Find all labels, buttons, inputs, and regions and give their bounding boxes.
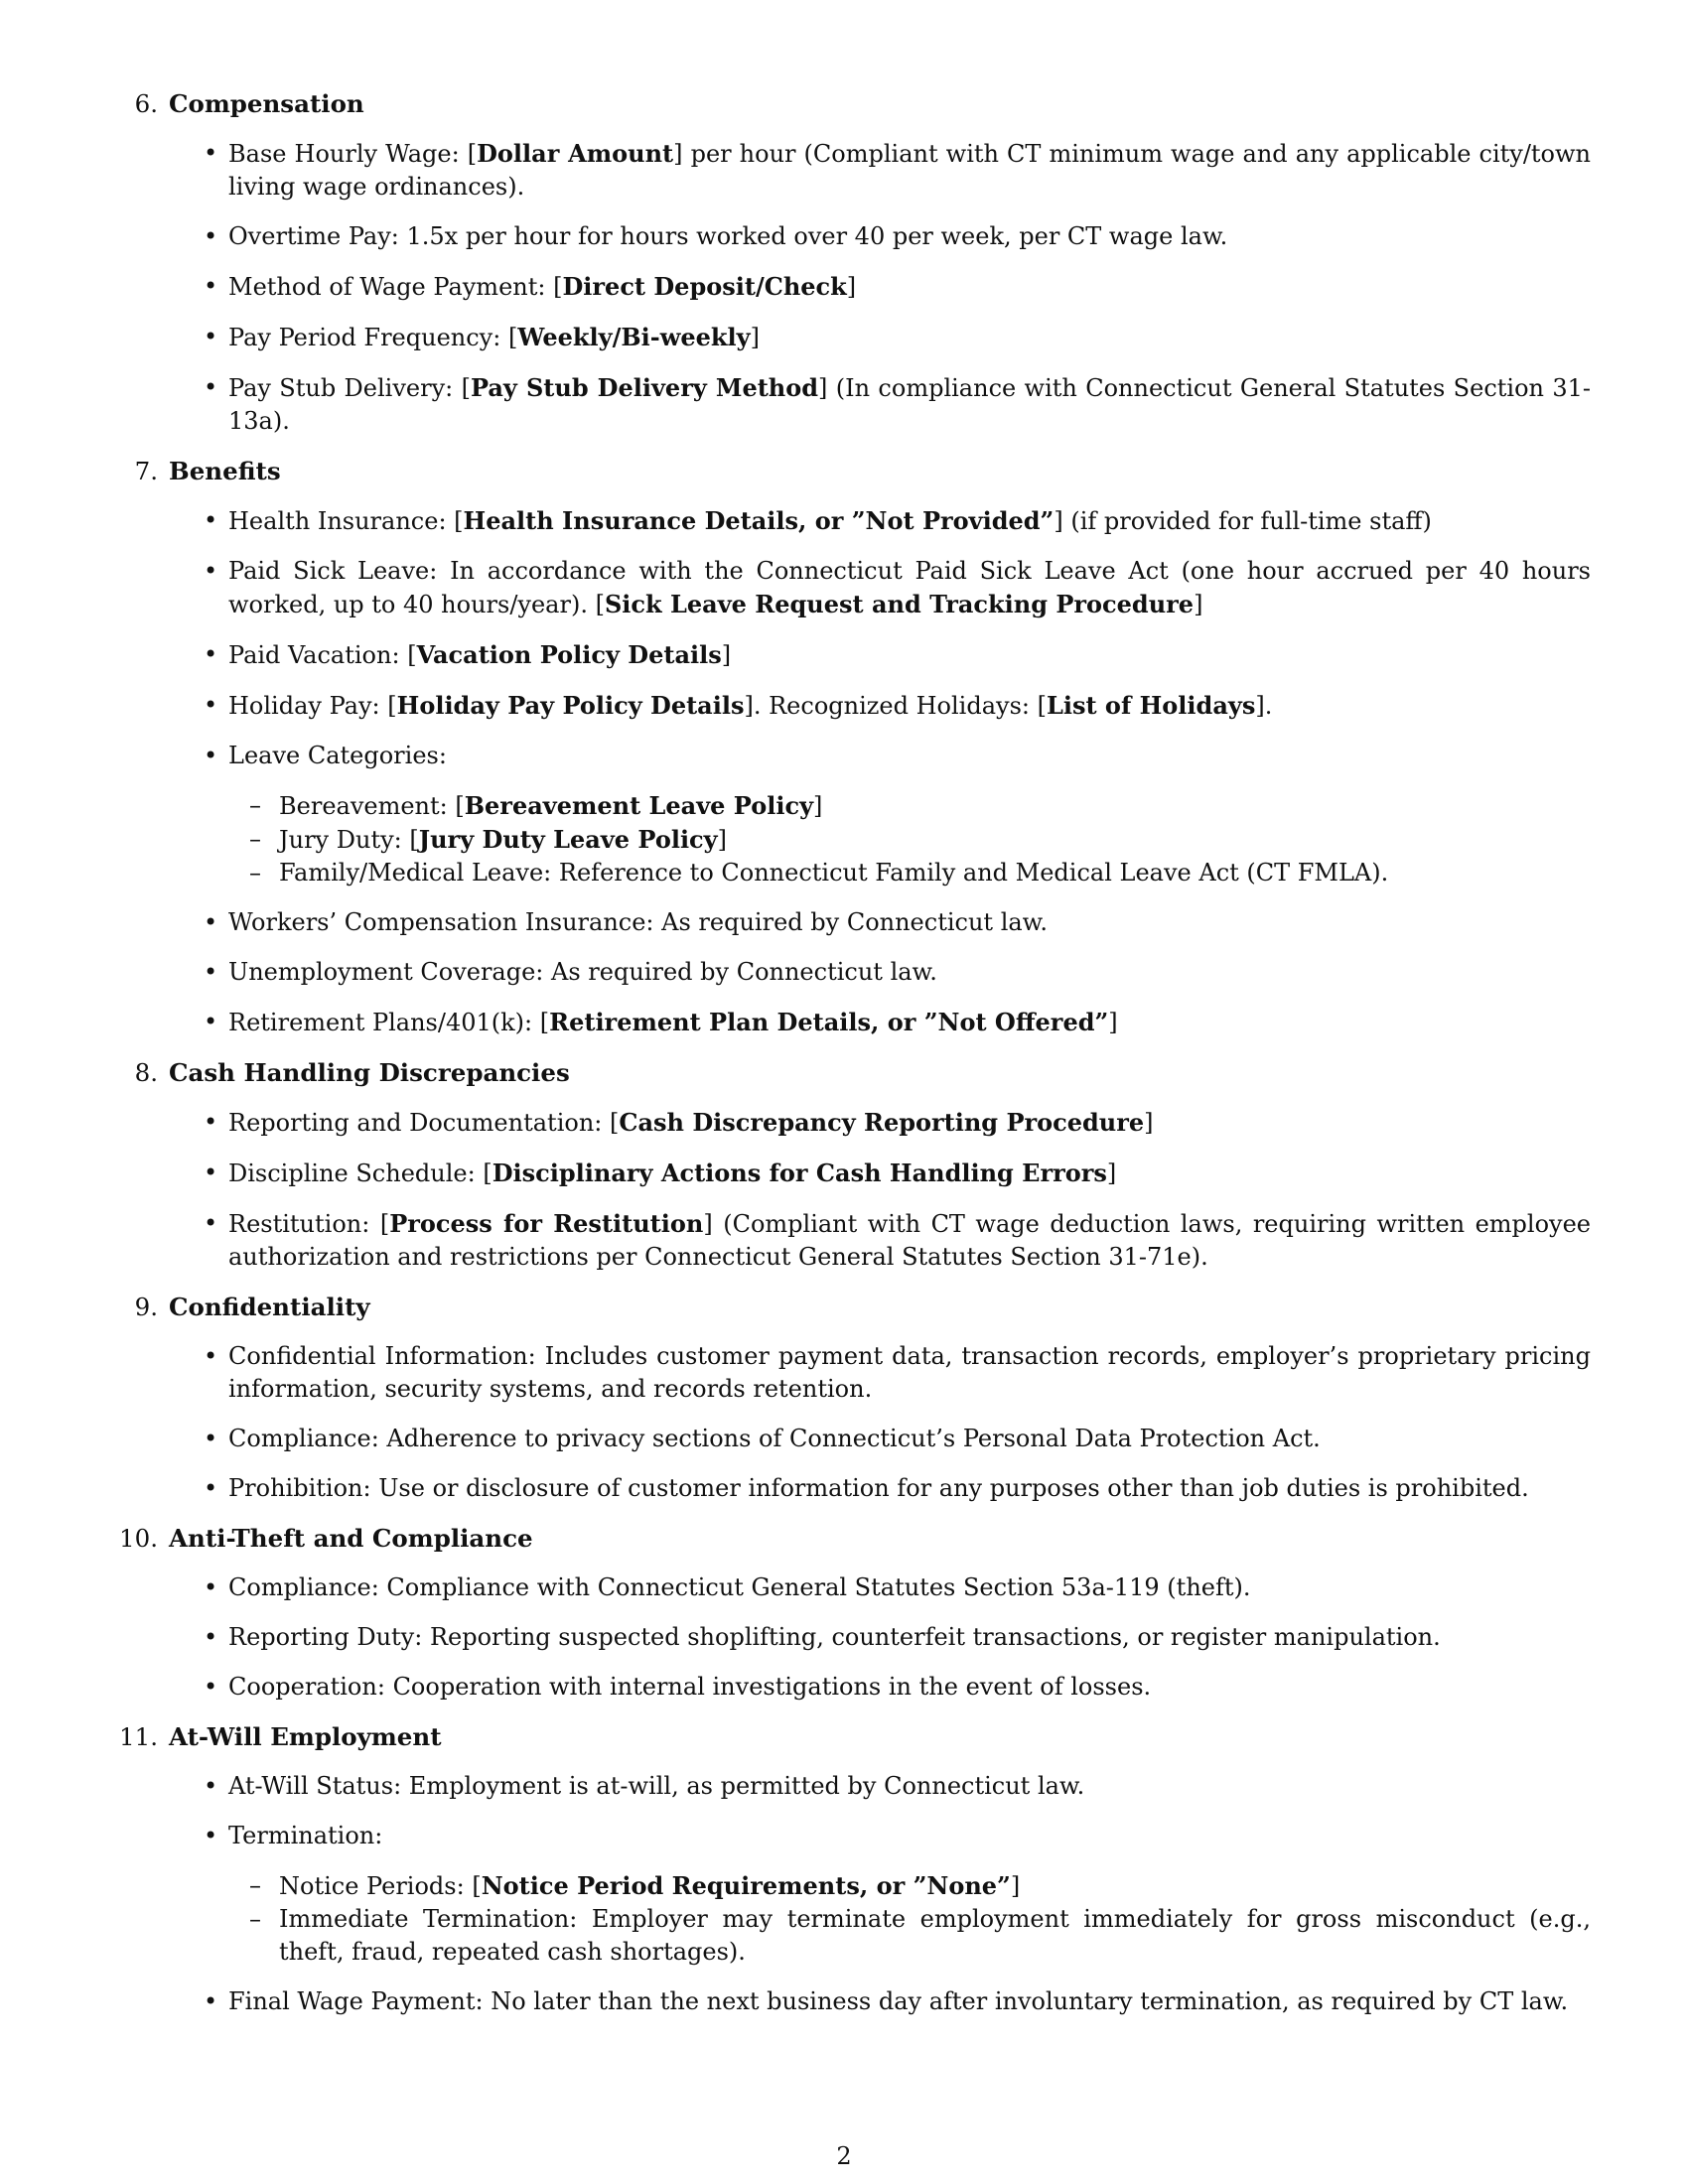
item-label: Discipline Schedule: [228, 1160, 476, 1187]
placeholder-field: Retirement Plan Details, or ”Not Offered” [549, 1008, 1109, 1036]
subitem-label: Family/Medical Leave: [279, 859, 552, 887]
section-number: 9. [134, 1293, 158, 1321]
placeholder-field: Holiday Pay Policy Details [396, 691, 745, 720]
item-label: Confidential Information: [228, 1342, 536, 1370]
bullet-list [0, 1106, 1591, 1274]
list-item [204, 1621, 1591, 1654]
subitem-label: Jury Duty: [279, 826, 402, 854]
dash-icon: – [249, 859, 261, 887]
section-heading [134, 1291, 1688, 1323]
dash-icon: – [249, 791, 261, 819]
item-label: Leave Categories: [228, 742, 447, 769]
dash-icon: – [249, 1905, 261, 1933]
bullet-list [0, 1571, 1591, 1704]
placeholder-field: Jury Duty Leave Policy [418, 825, 718, 854]
item-label: Restitution: [228, 1210, 370, 1238]
item-text: In accordance with the Connecticut Paid Sick Leave Act (one hour accrued per 40 hours worked, up to 40 hours/year). [228, 557, 1591, 618]
item-label: Final Wage Payment: [228, 1987, 484, 2015]
item-label: Reporting and Documentation: [228, 1109, 603, 1137]
bullet-icon: • [204, 139, 218, 167]
bullet-icon: • [204, 691, 218, 719]
placeholder-field: Process for Restitution [389, 1209, 704, 1238]
item-text: per hour (Compliant with CT minimum wage and any applicable city/town living wage ordinances). [228, 140, 1591, 201]
placeholder-field: Vacation Policy Details [416, 640, 722, 669]
list-item: • Pay Stub Delivery: [Pay Stub Delivery Method] (In compliance with Connecticut General Statutes Section 31-13a). [204, 373, 1591, 435]
section-7 [0, 455, 1688, 1039]
bullet-icon: • [204, 1209, 218, 1237]
list-item [204, 906, 1591, 939]
item-label: Paid Sick Leave: [228, 557, 438, 585]
bullet-list [0, 137, 1591, 438]
bullet-icon: • [204, 1159, 218, 1186]
section-6 [0, 87, 1688, 438]
item-text: Adherence to privacy sections of Connecticut’s Personal Data Protection Act. [386, 1425, 1321, 1452]
page-number: 2 [836, 2142, 852, 2170]
item-text: . [1264, 692, 1273, 720]
bullet-icon: • [204, 323, 218, 350]
section-heading [134, 87, 1688, 120]
section-title: Compensation [169, 89, 364, 118]
section-heading [134, 455, 1688, 487]
item-text: (In compliance with Connecticut General Statutes Section 31-13a). [228, 374, 1591, 435]
item-label: Prohibition: [228, 1474, 371, 1502]
bullet-icon: • [204, 506, 218, 534]
section-number: 7. [134, 457, 158, 485]
bullet-icon: • [204, 373, 218, 401]
item-label: Workers’ Compensation Insurance: [228, 908, 654, 936]
item-text: No later than the next business day after involuntary termination, as required by CT law. [491, 1987, 1569, 2015]
list-item [204, 956, 1591, 989]
item-label: Paid Vacation: [228, 641, 400, 669]
item-text: As required by Connecticut law. [661, 908, 1048, 936]
item-label: Pay Stub Delivery: [228, 374, 454, 402]
placeholder-field: Pay Stub Delivery Method [470, 373, 819, 402]
item-label: Compliance: [228, 1573, 379, 1601]
bullet-icon: • [204, 1987, 218, 2015]
bullet-icon: • [204, 1008, 218, 1035]
list-item [204, 740, 1591, 889]
placeholder-field: Dollar Amount [477, 139, 674, 168]
dash-icon: – [249, 1871, 261, 1899]
item-label: Health Insurance: [228, 507, 447, 535]
placeholder-field: Bereavement Leave Policy [464, 791, 814, 820]
item-text: Reporting suspected shoplifting, counterfeit transactions, or register manipulation. [429, 1623, 1441, 1651]
section-number: 8. [134, 1058, 158, 1087]
list-item: • Paid Sick Leave: In accordance with the Connecticut Paid Sick Leave Act (one hour accrued per 40 hours worked, up to 40 hours/year). [Sick Leave Request and Tracking Procedure] [204, 557, 1591, 618]
bullet-icon: • [204, 1573, 218, 1601]
section-title: Anti-Theft and Compliance [169, 1524, 533, 1553]
bullet-icon: • [204, 272, 218, 300]
list-item: • Paid Vacation: [Vacation Policy Details] [204, 640, 732, 669]
section-8 [0, 1056, 1688, 1274]
subitem-label: Notice Periods: [279, 1872, 465, 1900]
bullet-icon: • [204, 222, 218, 250]
bullet-icon: • [204, 1772, 218, 1800]
placeholder-field: Health Insurance Details, or ”Not Provided” [463, 506, 1055, 535]
sub-list [228, 1869, 1591, 1969]
bullet-list [0, 504, 1591, 1039]
list-item [204, 220, 1591, 253]
item-text: (Compliant with CT wage deduction laws, requiring written employee authorization and restrictions per Connecticut General Statutes Section 31-71e). [228, 1210, 1592, 1271]
section-number: 10. [119, 1524, 158, 1553]
placeholder-field: Sick Leave Request and Tracking Procedure [604, 590, 1195, 618]
list-item [204, 1985, 1591, 2018]
item-label: At-Will Status: [228, 1772, 402, 1800]
subitem-text: Employer may terminate employment immediately for gross misconduct (e.g., theft, fraud, repeated cash shortages). [279, 1905, 1591, 1966]
bullet-icon: • [204, 1108, 218, 1136]
placeholder-field: Weekly/Bi-weekly [517, 323, 751, 351]
item-text: . Recognized Holidays: [753, 692, 1030, 720]
document-page [0, 87, 1688, 2035]
item-label: Compliance: [228, 1425, 379, 1452]
bullet-icon: • [204, 640, 218, 668]
list-item: • Pay Period Frequency: [Weekly/Bi-weekly] [204, 323, 760, 351]
bullet-icon: • [204, 958, 218, 986]
subitem-text: Reference to Connecticut Family and Medical Leave Act (CT FMLA). [558, 859, 1389, 887]
section-number: 6. [134, 89, 158, 118]
list-item [204, 1671, 1591, 1704]
sub-list-item: – Notice Periods: [Notice Period Requirements, or ”None”] [249, 1871, 1021, 1900]
placeholder-field: Direct Deposit/Check [562, 272, 847, 301]
section-number: 11. [119, 1722, 158, 1751]
bullet-icon: • [204, 1822, 218, 1849]
sub-list-item [249, 857, 1591, 889]
item-label: Termination: [228, 1822, 383, 1849]
placeholder-field: Notice Period Requirements, or ”None” [481, 1871, 1011, 1900]
section-heading [134, 1056, 1688, 1089]
section-title: Confidentiality [169, 1293, 370, 1321]
item-label: Method of Wage Payment: [228, 273, 546, 301]
subitem-label: Immediate Termination: [279, 1905, 578, 1933]
bullet-icon: • [204, 1673, 218, 1701]
item-label: Cooperation: [228, 1673, 385, 1701]
section-10 [0, 1522, 1688, 1704]
list-item [204, 1423, 1591, 1455]
list-item [204, 1770, 1591, 1803]
section-11 [0, 1720, 1688, 2018]
item-label: Holiday Pay: [228, 692, 380, 720]
list-item: • Base Hourly Wage: [Dollar Amount] per hour (Compliant with CT minimum wage and any applicable city/town living wage ordinances). [204, 139, 1591, 201]
sub-list [228, 789, 1591, 889]
section-heading [119, 1720, 1688, 1753]
list-item [204, 1820, 1591, 1969]
sub-list-item [249, 1903, 1591, 1969]
dash-icon: – [249, 825, 261, 853]
list-item: • Restitution: [Process for Restitution] (Compliant with CT wage deduction laws, requiring written employee authorization and restrictions per Connecticut General Statutes Section 31-71e). [204, 1209, 1592, 1271]
section-heading [119, 1522, 1688, 1555]
bullet-icon: • [204, 1425, 218, 1452]
bullet-icon: • [204, 1474, 218, 1502]
item-label: Retirement Plans/401(k): [228, 1009, 533, 1036]
bullet-icon: • [204, 1623, 218, 1651]
bullet-list [0, 1770, 1591, 2018]
item-text: Includes customer payment data, transaction records, employer’s proprietary pricing information, security systems, and records retention. [228, 1342, 1591, 1403]
section-title: At-Will Employment [169, 1722, 442, 1751]
list-item: • Holiday Pay: [Holiday Pay Policy Details]. Recognized Holidays: [List of Holidays]. [204, 691, 1273, 720]
list-item [204, 1340, 1591, 1406]
item-text: As required by Connecticut law. [551, 958, 937, 986]
bullet-list [0, 1340, 1591, 1505]
placeholder-field: Disciplinary Actions for Cash Handling Errors [492, 1159, 1107, 1187]
item-label: Base Hourly Wage: [228, 140, 460, 168]
bullet-icon: • [204, 742, 218, 769]
list-item: • Retirement Plans/401(k): [Retirement Plan Details, or ”Not Offered”] [204, 1008, 1118, 1036]
item-text: Compliance with Connecticut General Statutes Section 53a-119 (theft). [386, 1573, 1251, 1601]
sub-list-item: – Bereavement: [Bereavement Leave Policy] [249, 791, 823, 820]
item-text: Cooperation with internal investigations in the event of losses. [392, 1673, 1152, 1701]
item-label: Overtime Pay: [228, 222, 399, 250]
section-title: Benefits [169, 457, 281, 485]
list-item: • Method of Wage Payment: [Direct Deposit/Check] [204, 272, 857, 301]
item-text: (if provided for full-time staff) [1070, 507, 1432, 535]
item-label: Reporting Duty: [228, 1623, 423, 1651]
item-text: Employment is at-will, as permitted by Connecticut law. [408, 1772, 1085, 1800]
bullet-icon: • [204, 557, 218, 585]
list-item [204, 1571, 1591, 1604]
placeholder-field: Cash Discrepancy Reporting Procedure [619, 1108, 1145, 1137]
section-9 [0, 1291, 1688, 1505]
subitem-label: Bereavement: [279, 792, 448, 820]
sub-list-item: – Jury Duty: [Jury Duty Leave Policy] [249, 825, 727, 854]
placeholder-field: List of Holidays [1046, 691, 1256, 720]
bullet-icon: • [204, 908, 218, 936]
item-label: Unemployment Coverage: [228, 958, 544, 986]
item-text: Use or disclosure of customer information for any purposes other than job duties is prohibited. [378, 1474, 1529, 1502]
item-label: Pay Period Frequency: [228, 324, 501, 351]
list-item: • Reporting and Documentation: [Cash Discrepancy Reporting Procedure] [204, 1108, 1154, 1137]
bullet-icon: • [204, 1342, 218, 1370]
section-title: Cash Handling Discrepancies [169, 1058, 570, 1087]
list-item: • Health Insurance: [Health Insurance Details, or ”Not Provided”] (if provided for full-time staff) [204, 506, 1432, 535]
item-text: 1.5x per hour for hours worked over 40 per week, per CT wage law. [406, 222, 1228, 250]
list-item [204, 1472, 1591, 1505]
list-item: • Discipline Schedule: [Disciplinary Actions for Cash Handling Errors] [204, 1159, 1117, 1187]
